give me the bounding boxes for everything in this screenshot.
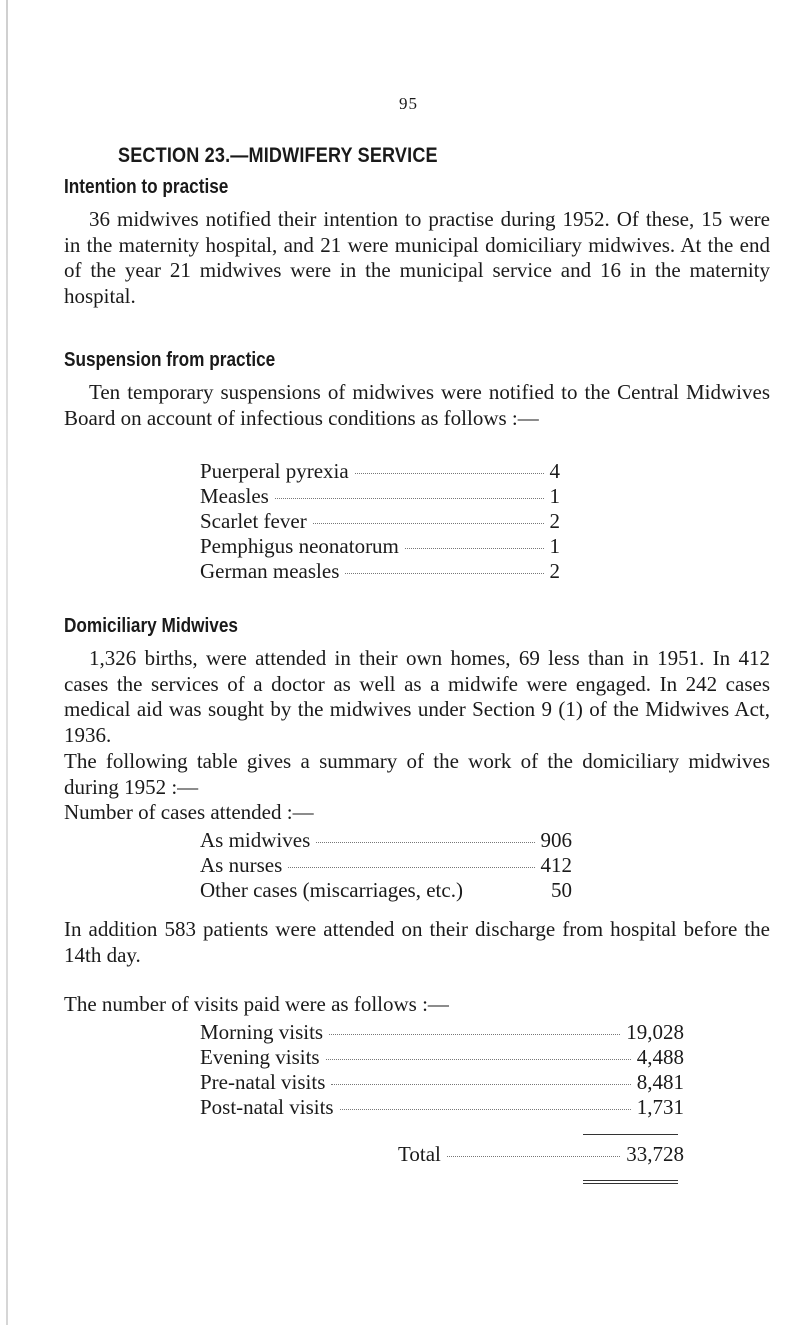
paragraph-suspension: Ten temporary suspensions of midwives were notified to the Central Midwives Board on account of infectious conditions as follows :— [64, 380, 770, 430]
list-item-label: As nurses [200, 853, 283, 877]
list-item [200, 828, 572, 853]
list-item [200, 853, 572, 878]
heading-suspension: Suspension from practice [64, 349, 276, 371]
visits-list [200, 1020, 684, 1120]
list-item [200, 1095, 684, 1120]
list-item-value: 2 [549, 559, 560, 583]
list-item [200, 1070, 684, 1095]
leader-dots [447, 1156, 620, 1157]
list-item-label: German measles [200, 559, 340, 583]
paragraph-domiciliary-births: 1,326 births, were attended in their own homes, 69 less than in 1951. In 412 cases the services of a doctor as well as a midwife were engaged. In 242 cases medical aid was sought by the midwives under Section 9 (1) of the Midwives Act, 1936. [64, 646, 770, 747]
leader-dots [275, 498, 544, 499]
section-title: SECTION 23.—MIDWIFERY SERVICE [118, 144, 438, 167]
paragraph-discharge: In addition 583 patients were attended on their discharge from hospital before the 14th day. [64, 917, 770, 967]
page-number: 95 [399, 94, 418, 113]
list-item-value: 19,028 [626, 1020, 684, 1044]
total-rule [583, 1134, 678, 1135]
cases-intro: Number of cases attended :— [64, 800, 314, 824]
list-item [200, 1045, 684, 1070]
leader-dots [316, 842, 534, 843]
list-item-value: 8,481 [636, 1070, 684, 1094]
visits-total [398, 1142, 684, 1167]
total-label: Total [398, 1142, 441, 1166]
heading-intention: Intention to practise [64, 176, 229, 198]
page-edge-rule [6, 0, 8, 1325]
leader-dots [340, 1109, 631, 1110]
list-item-label: Post-natal visits [200, 1095, 334, 1119]
list-item-label: Pre-natal visits [200, 1070, 326, 1094]
list-item-label: Measles [200, 484, 269, 508]
list-item-value: 1 [549, 484, 560, 508]
paragraph-intention: 36 midwives notified their intention to practise during 1952. Of these, 15 were in the maternity hospital, and 21 were municipal domiciliary midwives. At the end of the year 21 midwives were in the municipal service and 16 in the maternity hospital. [64, 207, 770, 308]
leader-dots [313, 523, 544, 524]
list-item-label: Scarlet fever [200, 509, 307, 533]
leader-dots [345, 573, 543, 574]
list-item-label: Pemphigus neonatorum [200, 534, 399, 558]
leader-dots [329, 1034, 620, 1035]
list-item [200, 1020, 684, 1045]
list-item [200, 484, 560, 509]
list-item [200, 509, 560, 534]
total-double-rule [583, 1180, 678, 1184]
visits-intro: The number of visits paid were as follows :— [64, 992, 449, 1016]
list-item-value: 50 [551, 878, 572, 902]
list-item-value: 2 [549, 509, 560, 533]
list-item [200, 459, 560, 484]
list-item-value: 4 [549, 459, 560, 483]
list-item-value: 906 [540, 828, 572, 852]
list-item-label: Puerperal pyrexia [200, 459, 349, 483]
list-item-label: Morning visits [200, 1020, 324, 1044]
list-item [200, 559, 560, 584]
leader-dots [288, 867, 534, 868]
list-item [200, 534, 560, 559]
list-item-value: 1,731 [636, 1095, 684, 1119]
list-item-label: Other cases (miscarriages, etc.) [200, 878, 463, 902]
total-row [398, 1142, 684, 1167]
paragraph-domiciliary-summary: The following table gives a summary of the work of the domiciliary midwives during 1952 :— [64, 749, 770, 799]
cases-list [200, 828, 572, 903]
list-item-value: 412 [540, 853, 572, 877]
total-value: 33,728 [626, 1142, 684, 1166]
list-item [200, 878, 572, 903]
leader-dots [326, 1059, 631, 1060]
list-item-value: 4,488 [636, 1045, 684, 1069]
list-item-value: 1 [549, 534, 560, 558]
leader-dots [331, 1084, 630, 1085]
list-item-label: Evening visits [200, 1045, 320, 1069]
suspension-list [200, 459, 560, 584]
leader-dots [355, 473, 544, 474]
heading-domiciliary: Domiciliary Midwives [64, 615, 238, 637]
leader-dots [405, 548, 544, 549]
list-item-label: As midwives [200, 828, 311, 852]
